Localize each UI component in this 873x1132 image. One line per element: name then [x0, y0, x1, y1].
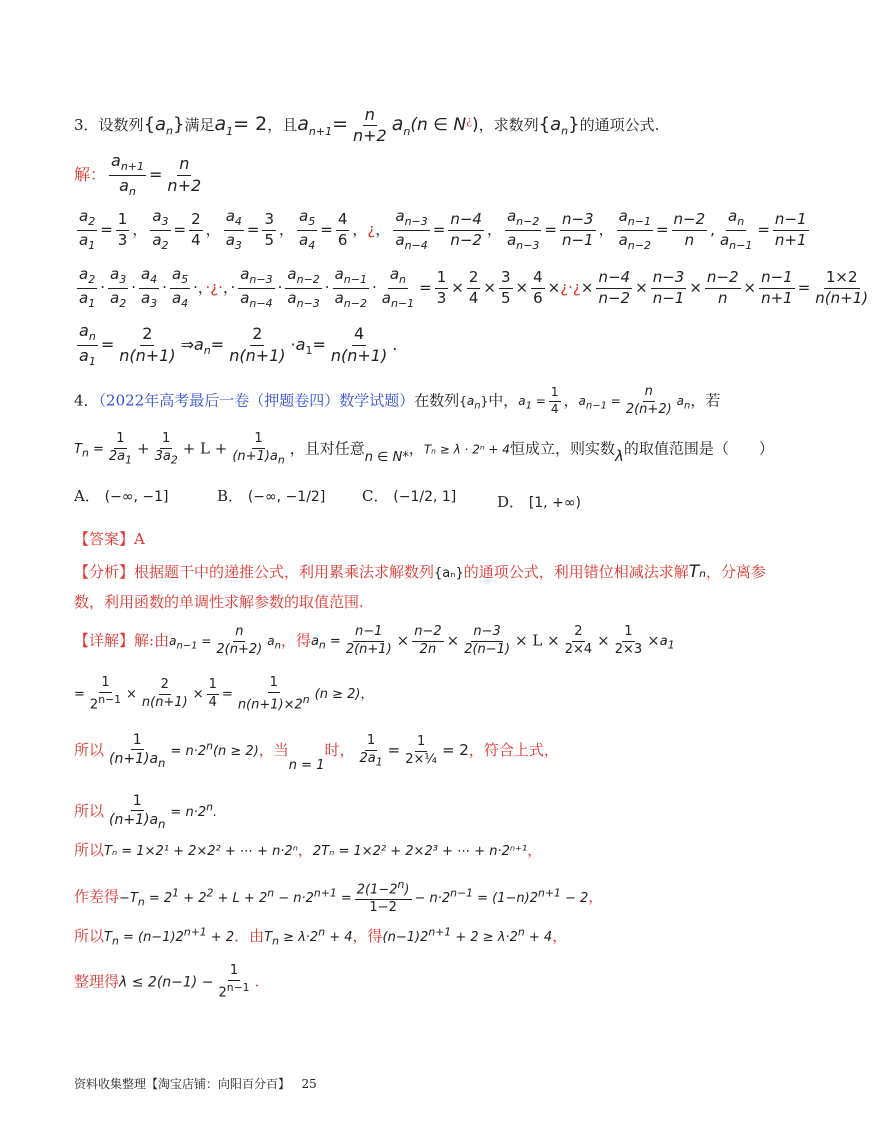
q3-rec-frac — [351, 106, 389, 146]
detail-l7-mid: ．由 — [234, 927, 265, 945]
q3-seq-symbol: a — [155, 113, 167, 135]
analysis-text2: 的通项公式，利用错位相减法求解 — [463, 563, 689, 581]
q4-number: 4． — [74, 391, 99, 410]
q4-line1: 4．（2022年高考最后一卷（押题卷四）数学试题）在数列$\{a_n\}$中，$a_1$ = $\frac{1}{4}$ ，$a_{n-1}$ = $\frac{n}{2(n+2)}$ $a_n$，若 — [74, 384, 721, 417]
q3-solution-label: 解： — [74, 164, 107, 184]
detail-line3: 所以 $\frac{1}{(n+1)a_n}$ = $n\cdot 2^n(n \ge 2)$，当n = 1时， $\frac{1}{2a_1}$ = $\frac{1}{\text{2×¼}}$ = 2，符合上式， — [74, 732, 559, 774]
q4-option-a-label: A． — [74, 487, 100, 505]
analysis-tn: Tₙ — [688, 562, 706, 582]
q3-a1: $a_1$ — [214, 112, 234, 138]
q4-option-d — [497, 491, 581, 512]
q4-option-b-value: (−∞, −1/2] — [247, 489, 326, 505]
q4-option-c — [362, 485, 456, 506]
answer-tag: 【答案】 — [74, 530, 135, 548]
q4-option-d-label: D． — [497, 493, 525, 511]
detail-l5-eq2: 2Tₙ = 1×2² + 2×2³ + ⋯ + n·2ⁿ⁺¹ — [312, 844, 528, 859]
detail-tag: 【详解】 — [74, 631, 135, 650]
analysis-line1 — [74, 561, 766, 582]
q3-rec-lhs-sym: a — [297, 112, 309, 135]
analysis-line2 — [74, 591, 364, 612]
footer — [74, 1075, 317, 1092]
q3-domain-close: ) — [472, 114, 479, 135]
q3-statement: 3．设数列$\{a_n\}$满足$a_1= 2$，且$a_{n+1}=$ $\frac{n}{n+2}$ $a_n(n$ ∈ N¿)，求数列$\{a_n\}$的通项公式. — [74, 105, 660, 146]
q3-text5: 的通项公式. — [579, 115, 660, 134]
detail-l6-end: ， — [588, 887, 604, 906]
detail-l3-pre: 所以 — [74, 741, 105, 760]
detail-l5-eq1: Tₙ = 1×2¹ + 2×2² + ⋯ + n·2ⁿ — [104, 844, 298, 859]
detail-line6: 作差得$-T_n = 2^1 + 2^2 + L + 2^n - n\cdot 2^{n+1}$ = $\frac{2(1-2^n)}{1-2}$ − $n\cdot 2^{n-1} = (1-n)2^{n+1} - 2$， — [74, 878, 604, 916]
detail-l7-mid2: ，得 — [352, 927, 383, 945]
q4-option-a — [74, 485, 168, 506]
footer-text: 资料收集整理【淘宝店铺：向阳百分百】 — [74, 1077, 291, 1091]
analysis-text4: 数，利用函数的单调性求解参数的取值范围. — [74, 593, 364, 611]
q4-option-c-label: C． — [362, 487, 389, 505]
q3-domain: (n ∈ N — [410, 114, 467, 135]
q4-option-c-value: (−1/2, 1] — [393, 489, 457, 505]
q4-text6: 的取值范围是（ ） — [623, 439, 774, 458]
q4-source: （2022年高考最后一卷（押题卷四）数学试题） — [98, 391, 415, 410]
q4-text1: 在数列 — [414, 391, 460, 410]
q4-lambda: λ — [614, 447, 624, 466]
q3-solution-line2: $\frac{a_2}{a_1}$ = $\frac{1}{3}$ ， $\frac{a_3}{a_2}$ = $\frac{2}{4}$ ， $\frac{a_4}{a_3}$ = $\frac{3}{5}$ ， $\frac{a_5}{a_4}$ = $\frac{4}{6}$ ，¿， $\frac{a_{n-3}}{a_{n-4}}$ = $\frac{n-4}{n-2}$ ， $\frac{a_{n-2}}{a_{n-3}}$ = $\frac{n-3}{n-1}$ ， $\frac{a_{n-1}}{a_{n-2}}$ = $\frac{n-2}{n}$ , $\frac{a_n}{a_{n-1}}$ = $\frac{n-1}{n+1}$ — [79, 207, 807, 252]
q3-solution-line3: $\frac{a_2}{a_1}$ · $\frac{a_3}{a_2}$ · $\frac{a_4}{a_3}$ · $\frac{a_5}{a_4}$ ·，·¿·，· $\frac{a_{n-3}}{a_{n-4}}$ · $\frac{a_{n-2}}{a_{n-3}}$ · $\frac{a_{n-1}}{a_{n-2}}$ · $\frac{a_n}{a_{n-1}}$ = $\frac{1}{3}$ × $\frac{2}{4}$ × $\frac{3}{5}$ × $\frac{4}{6}$ ×¿·¿× $\frac{n-4}{n-2}$ × $\frac{n-3}{n-1}$ × $\frac{n-2}{n}$ × $\frac{n-1}{n+1}$ = $\frac{1\times 2}{n(n+1)}$ — [79, 265, 869, 310]
q4-line2: $T_n$ = $\frac{1}{2a_1}$ + $\frac{1}{3a_2}$ + L + $\frac{1}{(n+1)a_n}$ ，且对任意n ∈ N*，Tₙ ≥ λ · 2ⁿ + 4恒成立，则实数λ的取值范围是（ ） — [74, 431, 774, 467]
analysis-tag: 【分析】 — [74, 563, 135, 581]
q3-a1-eq: = 2 — [233, 112, 268, 135]
detail-l3-end: ，符合上式， — [468, 741, 559, 760]
q4-option-b-label: B． — [217, 487, 244, 505]
q3-solution-line4: $\frac{a_n}{a_1}$ = $\frac{2}{n(n+1)}$ $\Rightarrow a_n=$ $\frac{2}{n(n+1)}$ $\cdot a_1=$ $\frac{4}{n(n+1)}$ . — [79, 321, 398, 369]
q4-text3: ，若 — [690, 391, 721, 410]
page-number: 25 — [301, 1077, 317, 1091]
q4-text4: ，且对任意 — [289, 439, 365, 458]
q3-rec-frac-num: n — [363, 106, 377, 126]
detail-line5 — [74, 839, 542, 860]
detail-l8-end: . — [254, 972, 260, 991]
q3-text4: ，求数列 — [478, 115, 539, 134]
q3-text1: 设数列 — [98, 115, 144, 134]
q3-sol-rhs — [165, 155, 203, 195]
q3-seq-sub: n — [166, 124, 174, 138]
detail-l5-sep: ， — [297, 841, 313, 859]
detail-l3-n1: n = 1 — [288, 758, 325, 774]
q3-text2: 满足 — [184, 115, 215, 134]
detail-l6-pre: 作差得 — [74, 887, 120, 906]
q3-seq-braced: $\{a_n\}$ — [143, 113, 185, 138]
detail-line7: 所以$T_n = (n-1)2^{n+1} + 2$．由$T_n \ge \lambda\cdot 2^n + 4$，得$(n-1)2^{n+1} + 2 \ge \lambda\cdot 2^n + 4$， — [74, 925, 568, 948]
analysis-text3: ，分离参 — [705, 563, 766, 581]
q3-sol-lhs: $\frac{a_{n+1}}{a_n}$ — [111, 151, 145, 199]
q4-option-a-value: (−∞, −1] — [104, 489, 169, 505]
q4-option-b — [217, 485, 325, 506]
analysis-seq: {aₙ} — [434, 566, 464, 581]
detail-l5-pre: 所以 — [74, 841, 105, 859]
answer-line — [74, 528, 145, 549]
detail-line4: 所以 $\frac{1}{(n+1)a_n}$ = $n\cdot 2^n$. — [74, 793, 218, 831]
q3-sol-rhs-den: n+2 — [167, 175, 202, 195]
q3-solution-line1: 解： $\frac{a_{n+1}}{a_n}$ = $\frac{n}{n+2}$ — [74, 151, 202, 199]
detail-l5-end: ， — [527, 841, 543, 859]
q4-text2: 中， — [488, 391, 519, 410]
detail-line1: 【详解】解:由$a_{n-1}$ = $\frac{n}{2(n+2)}$ $a_n$，得$a_n$ = $\frac{n-1}{2(n+1)}$ × $\frac{n-2}{2n}$ × $\frac{n-3}{2(n-1)}$ × L × $\frac{2}{2\times 4}$ × $\frac{1}{2\times 3}$ $\times a_1$ — [74, 624, 675, 657]
q4-text5: 恒成立，则实数 — [509, 439, 615, 458]
detail-lead: 解:由 — [134, 631, 170, 650]
q3-text3: ，且 — [267, 115, 298, 134]
detail-l3-when: ，当 — [258, 741, 289, 760]
detail-l3-time: 时， — [324, 741, 355, 760]
q3-rec-frac-den: n+2 — [353, 126, 387, 146]
detail-l7-end: ， — [552, 927, 568, 945]
detail-l4-pre: 所以 — [74, 802, 105, 821]
detail-line2: = $\frac{1}{2^{n-1}}$ × $\frac{2}{n(n+1)}$ × $\frac{1}{4}$ = $\frac{1}{n(n+1)\times 2^n}$ (n ≥ 2)， — [74, 675, 374, 713]
detail-l8-pre: 整理得 — [74, 972, 120, 991]
q4-cond: n ∈ N* — [364, 450, 409, 466]
q3-sol-rhs-num: n — [177, 155, 191, 175]
detail-l7-pre: 所以 — [74, 927, 105, 945]
q4-ineq: Tₙ ≥ λ · 2ⁿ + 4 — [423, 442, 510, 457]
analysis-text1: 根据题干中的递推公式，利用累乘法求解数列 — [134, 563, 435, 581]
q3-number: 3． — [74, 115, 99, 134]
detail-line8: 整理得λ ≤ 2(n−1) − $\frac{1}{2^{n-1}}$ . — [74, 963, 260, 1001]
q3-rec-lhs-sub: n+1 — [308, 124, 333, 138]
q4-option-d-value: [1, +∞) — [528, 495, 581, 511]
answer-value: A — [134, 530, 145, 548]
detail-l1b: ，得 — [280, 631, 311, 650]
q3-rec-lhs — [297, 112, 333, 138]
